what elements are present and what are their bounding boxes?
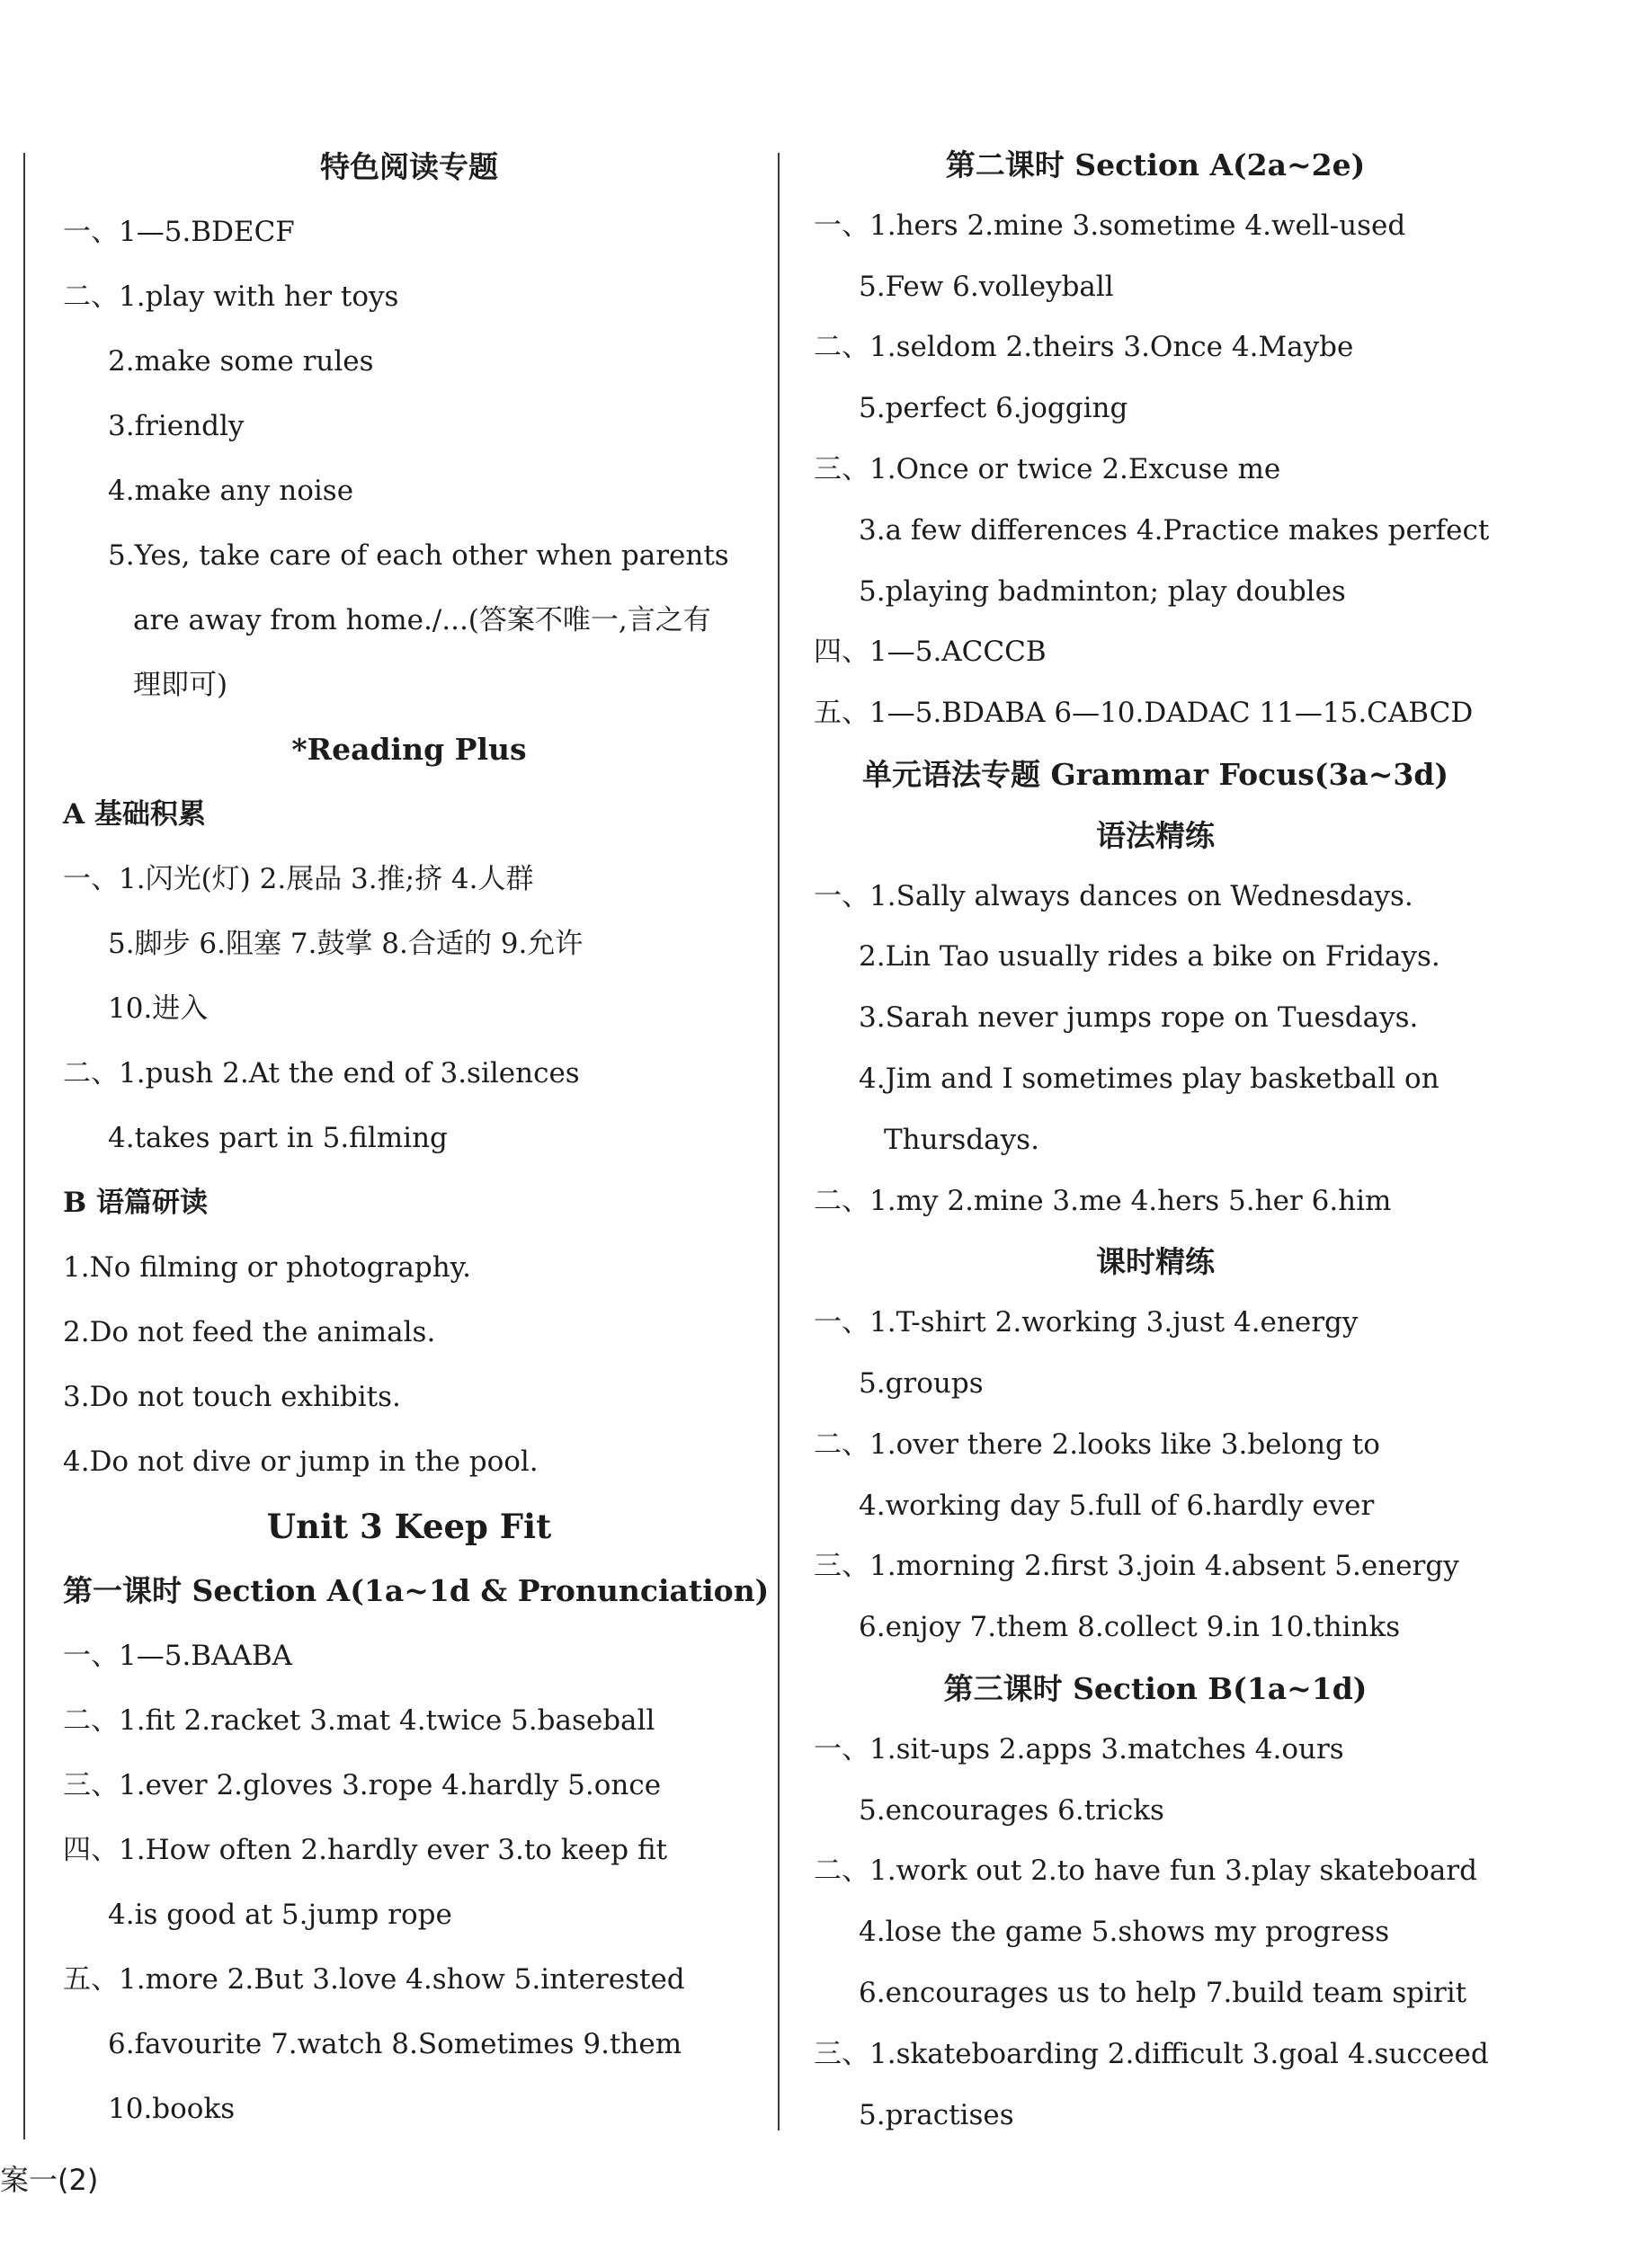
- section-heading: *Reading Plus: [291, 732, 527, 767]
- answer-line: 2.Lin Tao usually rides a bike on Fridays.: [859, 940, 1440, 974]
- answer-line: 4.make any noise: [108, 475, 354, 507]
- left-column: [63, 135, 770, 2141]
- answer-line: 三、1.ever 2.gloves 3.rope 4.hardly 5.once: [63, 1769, 662, 1801]
- answer-line: 二、1.push 2.At the end of 3.silences: [63, 1057, 580, 1090]
- section-heading: 单元语法专题 Grammar Focus(3a~3d): [861, 756, 1449, 792]
- page-footer-label: 案一(2): [0, 2163, 99, 2197]
- answer-line: 二、1.fit 2.racket 3.mat 4.twice 5.baseball: [63, 1704, 655, 1737]
- column-divider: [778, 153, 780, 2130]
- answer-line: 3.friendly: [108, 410, 245, 442]
- answer-line: 4.Do not dive or jump in the pool.: [63, 1445, 539, 1478]
- answer-line: 理即可): [133, 669, 228, 701]
- left-margin-rule: [23, 153, 25, 2139]
- answer-line: 一、1—5.BAABA: [63, 1640, 293, 1672]
- answer-line: 三、1.skateboarding 2.difficult 3.goal 4.succeed: [814, 2037, 1489, 2070]
- answer-line: 4.Jim and I sometimes play basketball on: [859, 1062, 1439, 1095]
- answer-line: 3.a few differences 4.Practice makes perfect: [859, 513, 1490, 547]
- section-heading: 语法精练: [1096, 817, 1215, 853]
- answer-line: 10.books: [108, 2093, 236, 2125]
- section-heading: 课时精练: [1096, 1244, 1215, 1280]
- answer-line: 10.进入: [108, 992, 209, 1025]
- answer-line: 一、1—5.BDECF: [63, 216, 295, 248]
- answer-line: 5.encourages 6.tricks: [859, 1793, 1164, 1827]
- answer-line: 5.Few 6.volleyball: [859, 270, 1114, 303]
- section-heading: 第二课时 Section A(2a~2e): [945, 147, 1366, 182]
- answer-line: 5.脚步 6.阻塞 7.鼓掌 8.合适的 9.允许: [108, 928, 584, 960]
- answer-line: 四、1.How often 2.hardly ever 3.to keep fit: [63, 1834, 668, 1866]
- answer-line: 3.Do not touch exhibits.: [63, 1381, 401, 1413]
- answer-line: 一、1.T-shirt 2.working 3.just 4.energy: [814, 1306, 1359, 1339]
- answer-line: 五、1—5.BDABA 6—10.DADAC 11—15.CABCD: [814, 697, 1474, 730]
- answer-line: 一、1.hers 2.mine 3.sometime 4.well-used: [814, 209, 1406, 242]
- answer-line: 二、1.my 2.mine 3.me 4.hers 5.her 6.him: [814, 1184, 1392, 1217]
- subsection-heading: A 基础积累: [63, 798, 206, 831]
- answer-line: 二、1.seldom 2.theirs 3.Once 4.Maybe: [814, 331, 1354, 364]
- answer-line: 一、1.Sally always dances on Wednesdays.: [814, 879, 1413, 912]
- right-column: [814, 135, 1497, 2146]
- answer-line: 5.playing badminton; play doubles: [859, 574, 1346, 608]
- answer-line: are away from home./...(答案不唯一,言之有: [133, 604, 711, 636]
- answer-line: 二、1.over there 2.looks like 3.belong to: [814, 1428, 1380, 1461]
- answer-line: 一、1.闪光(灯) 2.展品 3.推;挤 4.人群: [63, 863, 534, 895]
- answer-line: 五、1.more 2.But 3.love 4.show 5.interested: [63, 1963, 685, 1996]
- answer-line: 四、1—5.ACCCB: [814, 636, 1047, 669]
- answer-line: 1.No filming or photography.: [63, 1251, 471, 1284]
- answer-line: Thursdays.: [884, 1123, 1039, 1156]
- subsection-heading: B 语篇研读: [63, 1187, 208, 1219]
- answer-line: 二、1.work out 2.to have fun 3.play skateboard: [814, 1854, 1477, 1888]
- section-heading: Unit 3 Keep Fit: [266, 1507, 552, 1546]
- answer-line: 2.make some rules: [108, 345, 374, 378]
- answer-line: 6.favourite 7.watch 8.Sometimes 9.them: [108, 2028, 682, 2060]
- answer-line: 6.enjoy 7.them 8.collect 9.in 10.thinks: [859, 1611, 1401, 1644]
- section-heading: 第一课时 Section A(1a~1d & Pronunciation): [63, 1573, 770, 1608]
- section-heading: 特色阅读专题: [320, 149, 498, 184]
- answer-line: 5.perfect 6.jogging: [859, 392, 1128, 425]
- answer-line: 2.Do not feed the animals.: [63, 1316, 436, 1348]
- answer-line: 4.takes part in 5.filming: [108, 1122, 448, 1154]
- answer-line: 4.working day 5.full of 6.hardly ever: [859, 1489, 1375, 1522]
- answer-line: 5.Yes, take care of each other when parents: [108, 539, 729, 572]
- answer-line: 三、1.morning 2.first 3.join 4.absent 5.energy: [814, 1550, 1459, 1583]
- answer-line: 二、1.play with her toys: [63, 280, 399, 313]
- answer-line: 三、1.Once or twice 2.Excuse me: [814, 452, 1281, 485]
- section-heading: 第三课时 Section B(1a~1d): [943, 1670, 1368, 1706]
- answer-line: 4.lose the game 5.shows my progress: [859, 1916, 1390, 1949]
- answer-line: 4.is good at 5.jump rope: [108, 1899, 452, 1931]
- answer-line: 3.Sarah never jumps rope on Tuesdays.: [859, 1001, 1419, 1035]
- answer-line: 5.practises: [859, 2098, 1014, 2131]
- answer-line: 一、1.sit-ups 2.apps 3.matches 4.ours: [814, 1732, 1344, 1765]
- answer-line: 6.encourages us to help 7.build team spirit: [859, 1976, 1467, 2009]
- answer-line: 5.groups: [859, 1366, 984, 1400]
